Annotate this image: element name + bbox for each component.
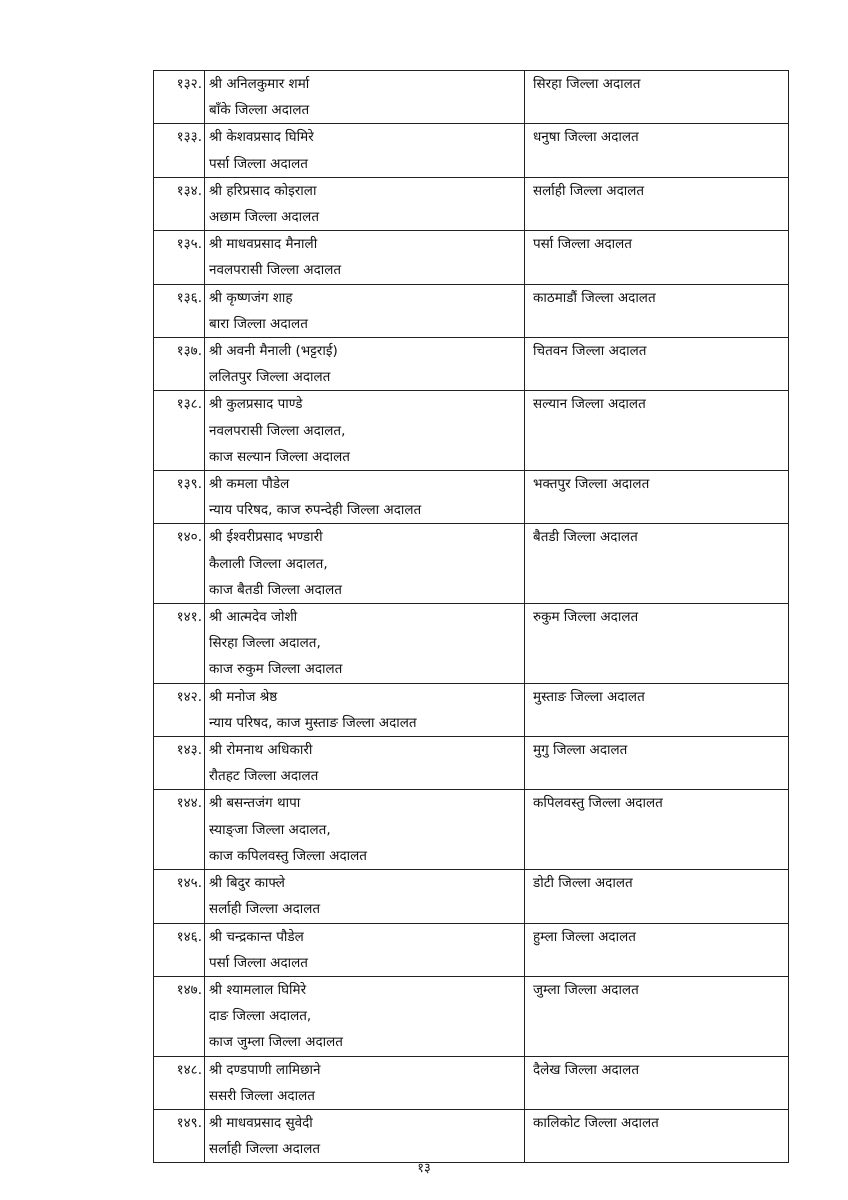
table-row [154, 1056, 789, 1109]
table-row [154, 471, 789, 524]
table-row [154, 923, 789, 976]
current-posting: बारा जिल्ला अदालत [209, 315, 308, 332]
table-row [154, 231, 789, 284]
judge-cell [205, 124, 525, 177]
transfer-court: जुम्ला जिल्ला अदालत [525, 976, 789, 1056]
current-posting: काज रुकुम जिल्ला अदालत [209, 661, 343, 678]
judge-name: श्री अनिलकुमार शर्मा [209, 76, 310, 92]
judge-name: श्री माधवप्रसाद सुवेदी [209, 1114, 313, 1131]
judge-cell [205, 524, 525, 604]
transfer-court: धनुषा जिल्ला अदालत [525, 124, 789, 177]
table-body [154, 71, 789, 1163]
judge-cell [205, 177, 525, 230]
judge-cell [205, 71, 525, 124]
row-number: १४८. [154, 1056, 205, 1109]
row-number: १४७. [154, 976, 205, 1056]
current-posting: सिरहा जिल्ला अदालत, [209, 635, 321, 652]
row-number: १३७. [154, 338, 205, 391]
row-number: १४२. [154, 683, 205, 736]
transfer-court: सिरहा जिल्ला अदालत [525, 71, 789, 124]
current-posting: सर्लाही जिल्ला अदालत [209, 901, 321, 918]
row-number: १४१. [154, 604, 205, 684]
judge-name: श्री बसन्तजंग थापा [209, 795, 301, 812]
transfer-court: भक्तपुर जिल्ला अदालत [525, 471, 789, 524]
transfer-court: मुगु जिल्ला अदालत [525, 737, 789, 790]
row-number: १४५. [154, 870, 205, 923]
judge-cell [205, 338, 525, 391]
current-posting: काज जुम्ला जिल्ला अदालत [209, 1034, 343, 1051]
judge-cell [205, 471, 525, 524]
current-posting: सर्लाही जिल्ला अदालत [209, 1141, 321, 1158]
transfer-court: चितवन जिल्ला अदालत [525, 338, 789, 391]
table-row [154, 177, 789, 230]
current-posting: ललितपुर जिल्ला अदालत [209, 369, 331, 386]
judge-name: श्री कुलप्रसाद पाण्डे [209, 396, 303, 413]
row-number: १३५. [154, 231, 205, 284]
judge-cell [205, 1056, 525, 1109]
transfer-court: पर्सा जिल्ला अदालत [525, 231, 789, 284]
judge-cell [205, 231, 525, 284]
page-number: १३ [417, 1161, 431, 1176]
table-row [154, 71, 789, 124]
row-number: १३४. [154, 177, 205, 230]
current-posting: नवलपरासी जिल्ला अदालत, [209, 422, 346, 439]
row-number: १३६. [154, 284, 205, 337]
table-row [154, 976, 789, 1056]
table-row [154, 870, 789, 923]
judge-name: श्री ईश्वरीप्रसाद भण्डारी [209, 529, 323, 546]
transfer-court: कालिकोट जिल्ला अदालत [525, 1109, 789, 1162]
judge-cell [205, 604, 525, 684]
row-number: १४९. [154, 1109, 205, 1162]
judge-cell [205, 923, 525, 976]
current-posting: काज बैतडी जिल्ला अदालत [209, 581, 342, 598]
transfer-court: बैतडी जिल्ला अदालत [525, 524, 789, 604]
current-posting: पर्सा जिल्ला अदालत [209, 155, 308, 172]
judge-name: श्री बिदुर काफ्ले [209, 875, 285, 892]
judge-name: श्री माधवप्रसाद मैनाली [209, 236, 318, 253]
transfer-court: सर्लाही जिल्ला अदालत [525, 177, 789, 230]
table-row [154, 391, 789, 471]
transfer-court: दैलेख जिल्ला अदालत [525, 1056, 789, 1109]
table-row [154, 790, 789, 870]
judge-transfer-table [153, 70, 789, 1163]
table-row [154, 524, 789, 604]
table-row [154, 604, 789, 684]
current-posting: बाँके जिल्ला अदालत [209, 102, 310, 119]
current-posting: काज सल्यान जिल्ला अदालत [209, 448, 350, 465]
judge-name: श्री अवनी मैनाली (भट्टराई) [209, 343, 338, 360]
transfer-court: रुकुम जिल्ला अदालत [525, 604, 789, 684]
transfer-court: मुस्ताङ जिल्ला अदालत [525, 683, 789, 736]
judge-name: श्री हरिप्रसाद कोइराला [209, 182, 317, 199]
table-row [154, 284, 789, 337]
judge-name: श्री केशवप्रसाद घिमिरे [209, 129, 314, 146]
judge-name: श्री श्यामलाल घिमिरे [209, 981, 307, 998]
transfer-court: सल्यान जिल्ला अदालत [525, 391, 789, 471]
current-posting: न्याय परिषद, काज मुस्ताङ जिल्ला अदालत [209, 714, 417, 731]
current-posting: ससरी जिल्ला अदालत [209, 1087, 315, 1104]
row-number: १४४. [154, 790, 205, 870]
row-number: १३२. [154, 71, 205, 124]
current-posting: अछाम जिल्ला अदालत [209, 209, 320, 226]
judge-cell [205, 976, 525, 1056]
row-number: १४०. [154, 524, 205, 604]
current-posting: दाङ जिल्ला अदालत, [209, 1008, 312, 1025]
judge-name: श्री चन्द्रकान्त पौडेल [209, 928, 304, 945]
judge-cell [205, 284, 525, 337]
row-number: १३३. [154, 124, 205, 177]
current-posting: नवलपरासी जिल्ला अदालत [209, 262, 342, 279]
row-number: १३९. [154, 471, 205, 524]
judge-name: श्री मनोज श्रेष्ठ [209, 688, 278, 705]
table-row [154, 338, 789, 391]
current-posting: पर्सा जिल्ला अदालत [209, 954, 308, 971]
row-number: १३८. [154, 391, 205, 471]
judge-cell [205, 737, 525, 790]
transfer-court: डोटी जिल्ला अदालत [525, 870, 789, 923]
judge-cell [205, 870, 525, 923]
judge-name: श्री कृष्णजंग शाह [209, 289, 293, 306]
current-posting: न्याय परिषद, काज रुपन्देही जिल्ला अदालत [209, 502, 422, 519]
judge-name: श्री दण्डपाणी लामिछाने [209, 1061, 321, 1078]
current-posting: रौतहट जिल्ला अदालत [209, 768, 319, 785]
transfer-court: हुम्ला जिल्ला अदालत [525, 923, 789, 976]
judge-cell [205, 391, 525, 471]
judge-cell [205, 1109, 525, 1162]
transfer-court: कपिलवस्तु जिल्ला अदालत [525, 790, 789, 870]
table-row [154, 124, 789, 177]
current-posting: स्याङ्जा जिल्ला अदालत, [209, 821, 331, 838]
row-number: १४६. [154, 923, 205, 976]
judge-cell [205, 790, 525, 870]
transfer-court: काठमाडौं जिल्ला अदालत [525, 284, 789, 337]
judge-cell [205, 683, 525, 736]
table-row [154, 1109, 789, 1162]
current-posting: कैलाली जिल्ला अदालत, [209, 555, 328, 572]
judge-name: श्री रोमनाथ अधिकारी [209, 742, 313, 759]
judge-name: श्री आत्मदेव जोशी [209, 609, 298, 626]
row-number: १४३. [154, 737, 205, 790]
current-posting: काज कपिलवस्तु जिल्ला अदालत [209, 847, 367, 864]
table-row [154, 737, 789, 790]
judge-name: श्री कमला पौडेल [209, 476, 290, 493]
table-row [154, 683, 789, 736]
